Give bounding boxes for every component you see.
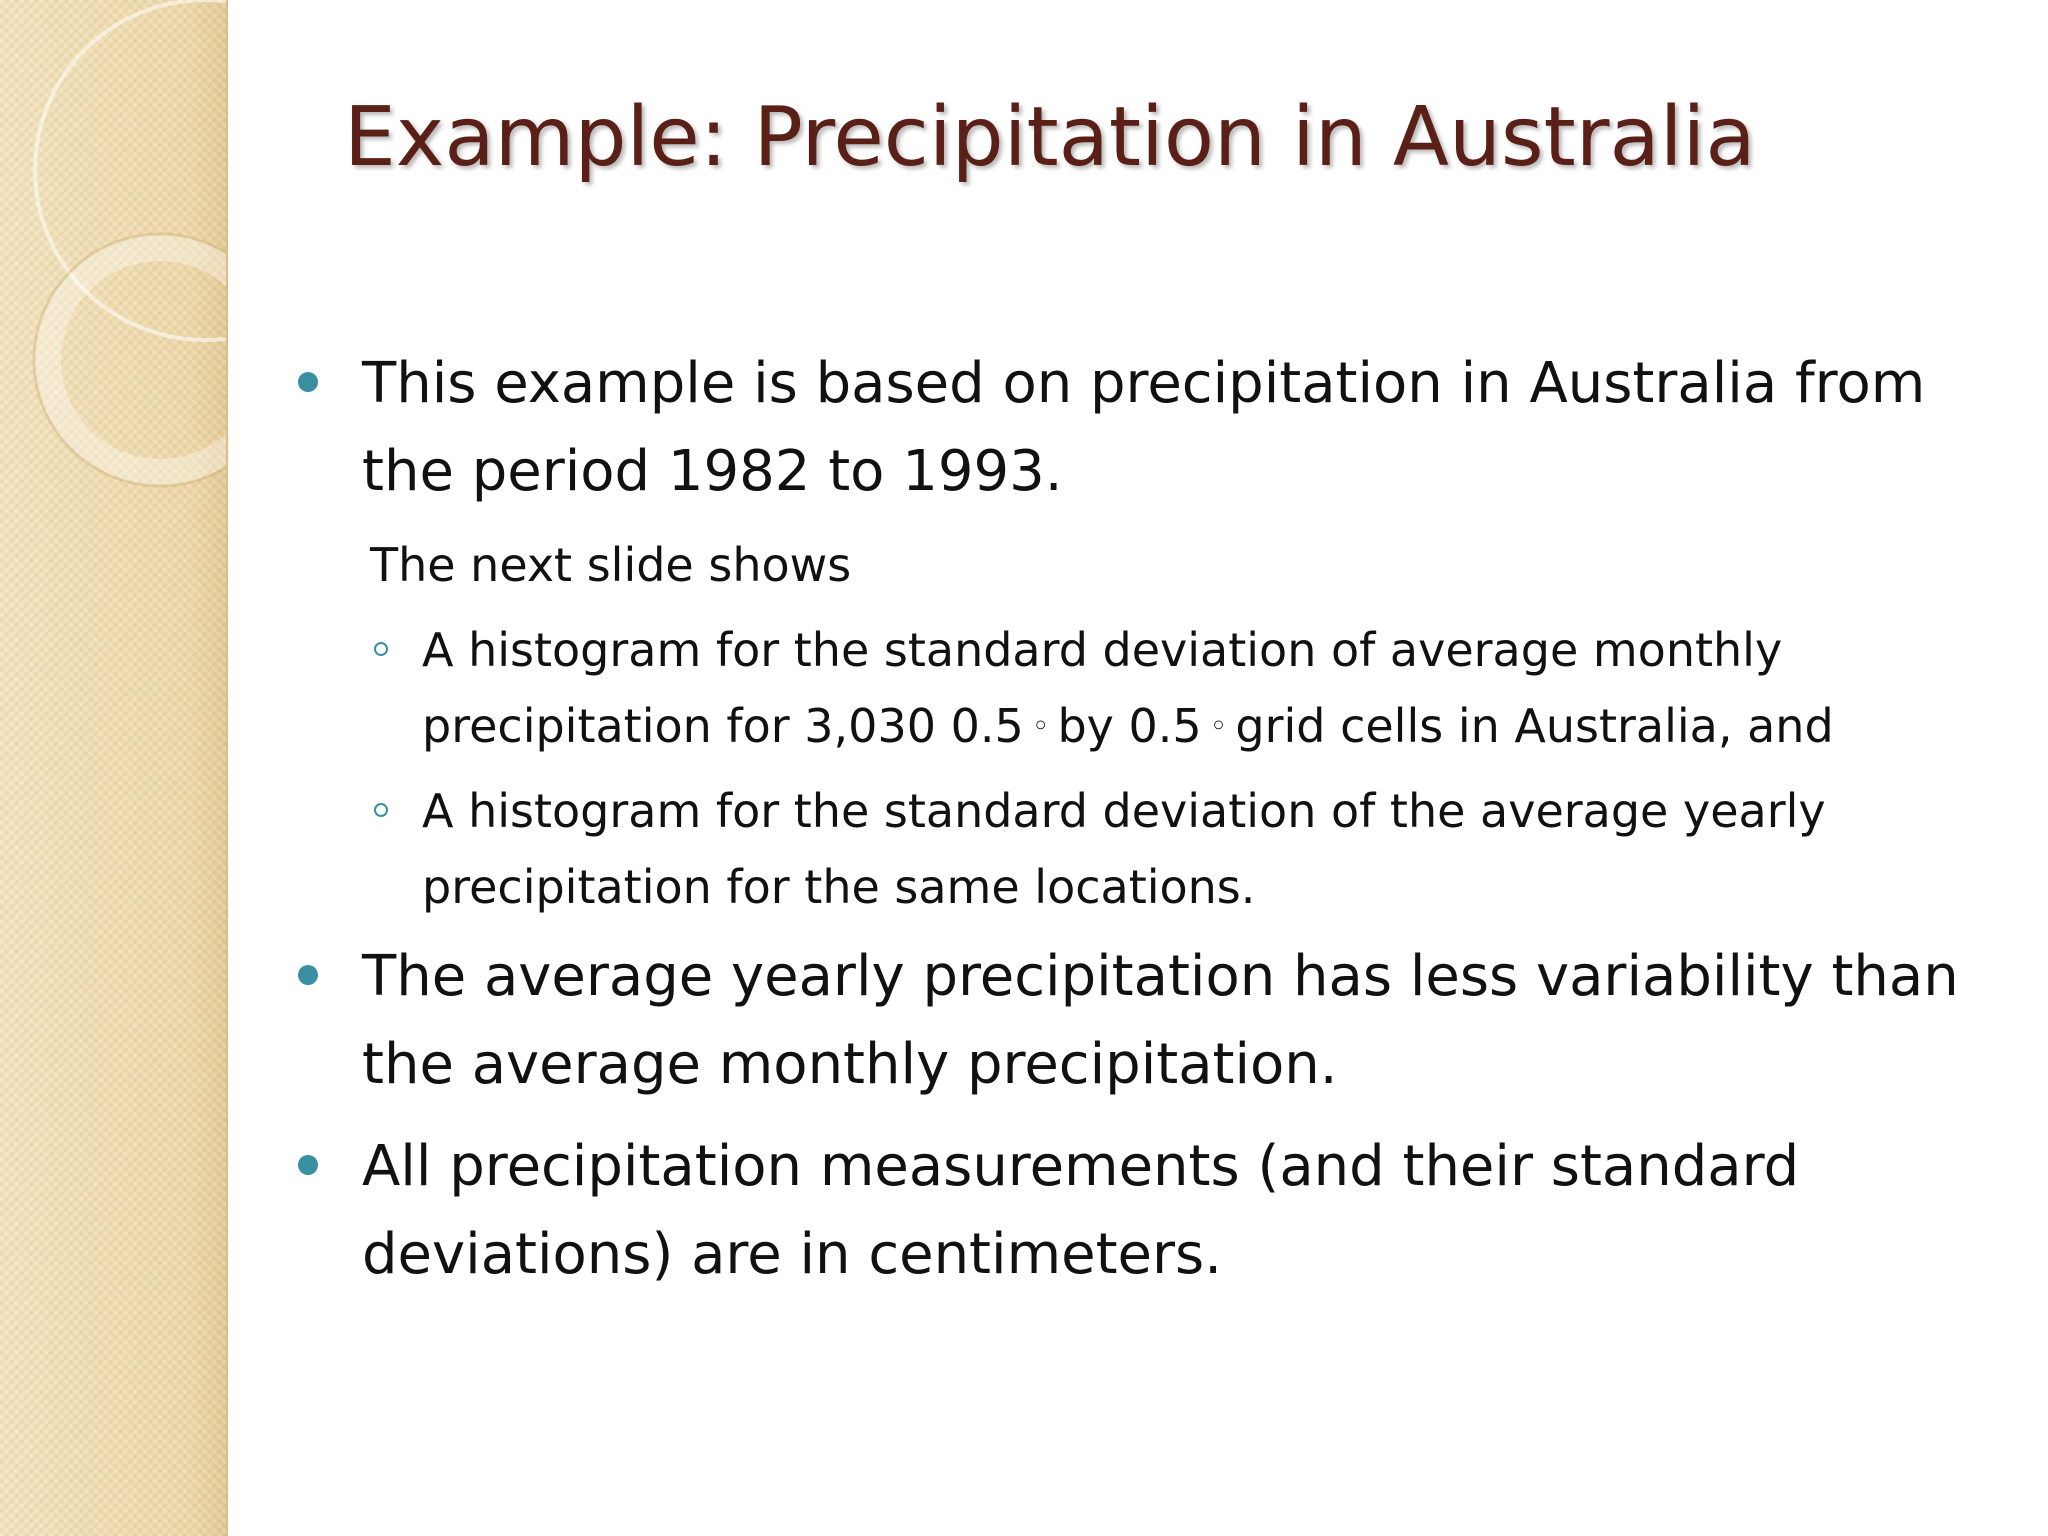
sub-bullet-ring-icon bbox=[374, 803, 388, 817]
decorative-sidebar bbox=[0, 0, 228, 1536]
sub-bullet-item bbox=[290, 773, 1970, 925]
bullet-text: This example is based on precipitation in Australia from the period 1982 to 1993. bbox=[362, 351, 1926, 504]
bullet-dot-icon bbox=[298, 965, 318, 985]
decorative-rings-icon bbox=[0, 0, 226, 1536]
bullet-item bbox=[290, 340, 1970, 516]
bullet-text: The average yearly precipitation has less variability than the average monthly precipitation. bbox=[362, 944, 1959, 1097]
slide-content bbox=[290, 340, 1970, 1313]
sub-bullet-text-part3: grid cells in Australia, and bbox=[1235, 699, 1834, 753]
slide-title: Example: Precipitation in Australia bbox=[344, 90, 1756, 185]
degree-symbol-icon: ◦ bbox=[1031, 709, 1050, 744]
sub-bullet-item bbox=[290, 612, 1970, 765]
sub-bullet-text: A histogram for the standard deviation of the average yearly precipitation for the same locations. bbox=[422, 784, 1826, 914]
sub-bullet-text-part1: A histogram for the standard deviation of average monthly precipitation for 3,030 0.5 bbox=[422, 623, 1783, 753]
bullet-dot-icon bbox=[298, 1155, 318, 1175]
bullet-item bbox=[290, 933, 1970, 1109]
bullet-item bbox=[290, 1123, 1970, 1299]
bullet-dot-icon bbox=[298, 372, 318, 392]
subheading: The next slide shows bbox=[370, 538, 852, 592]
sub-bullet-text-part2: by 0.5 bbox=[1057, 699, 1202, 753]
degree-symbol-icon: ◦ bbox=[1209, 709, 1228, 744]
bullet-text: All precipitation measurements (and their standard deviations) are in centimeters. bbox=[362, 1134, 1800, 1287]
sub-bullet-ring-icon bbox=[374, 642, 388, 656]
